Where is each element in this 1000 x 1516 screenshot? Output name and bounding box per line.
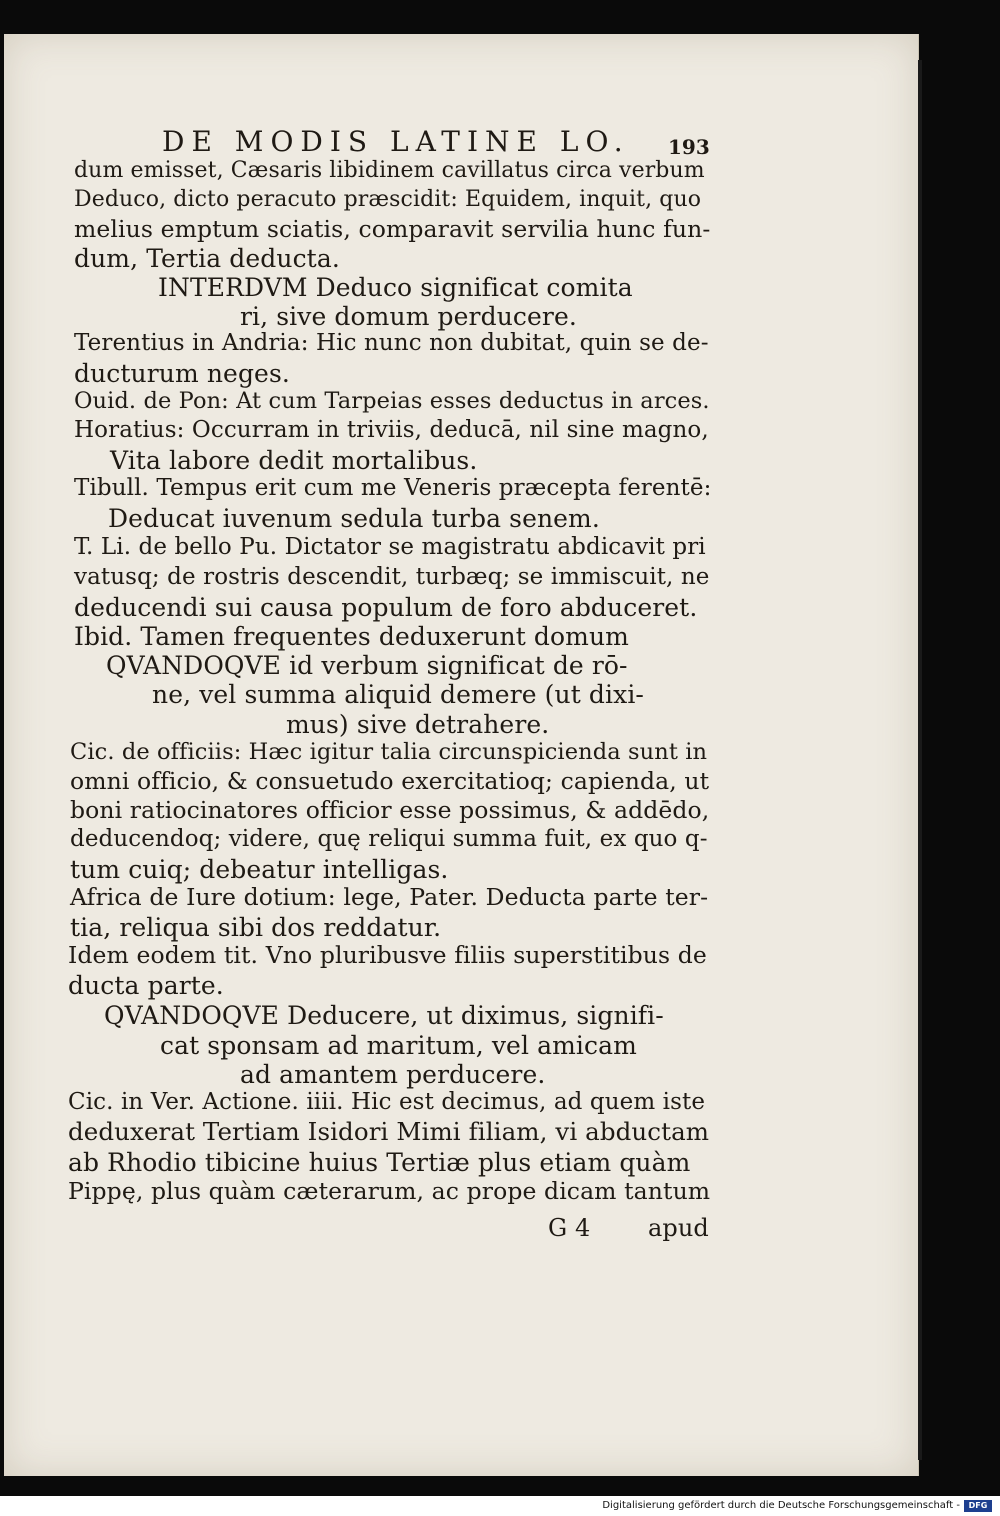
text-line: vatusq; de rostris descendit, turbæq; se immiscuit, ne	[74, 564, 710, 590]
text-line: Pippę, plus quàm cæterarum, ac prope dicam tantum	[68, 1177, 711, 1205]
text-line: Deduco, dicto peracuto præscidit: Equidem, inquit, quo	[74, 187, 702, 212]
page-edge	[918, 60, 922, 1460]
page-number: 193	[668, 135, 710, 159]
text-line: Tibull. Tempus erit cum me Veneris præcepta ferentē:	[74, 475, 712, 501]
text-line: boni ratiocinatores officior esse possimus, & addēdo,	[70, 796, 710, 824]
dfg-logo: DFG	[964, 1500, 992, 1512]
running-title: DE MODIS LATINE LO.	[162, 125, 630, 158]
section-heading: QVANDOQVE id verbum significat de rō-	[106, 651, 628, 680]
text-line: deducendi sui causa populum de foro abduceret.	[74, 593, 698, 622]
verse-line: Deducat iuvenum sedula turba senem.	[108, 504, 600, 533]
text-line: Ibid. Tamen frequentes deduxerunt domum	[74, 622, 629, 651]
text-line: deduxerat Tertiam Isidori Mimi filiam, vi abductam	[68, 1117, 710, 1146]
text-line: Africa de Iure dotium: lege, Pater. Deducta parte ter-	[70, 883, 709, 911]
catchword: apud	[648, 1214, 709, 1242]
section-heading: mus) sive detrahere.	[286, 710, 550, 739]
text-line: ducta parte.	[68, 971, 224, 1000]
section-heading: ne, vel summa aliquid demere (ut dixi-	[152, 680, 644, 709]
text-line: dum, Tertia deducta.	[74, 244, 340, 273]
text-line: Idem eodem tit. Vno pluribusve filiis superstitibus de	[68, 941, 707, 969]
text-line: deducendoq; videre, quę reliqui summa fuit, ex quo q-	[70, 826, 708, 852]
text-line: omni officio, & consuetudo exercitatioq; capienda, ut	[70, 767, 710, 795]
text-line: Ouid. de Pon: At cum Tarpeias esses deductus in arces.	[74, 388, 710, 414]
footer-bar	[0, 1496, 1000, 1516]
text-line: Horatius: Occurram in triviis, deducā, nil sine magno,	[74, 417, 709, 443]
text-line: Cic. de officiis: Hæc igitur talia circunspicienda sunt in	[70, 739, 708, 765]
text-line: ab Rhodio tibicine huius Tertiæ plus etiam quàm	[68, 1148, 691, 1177]
section-heading: ri, sive domum perducere.	[240, 302, 577, 331]
text-line: tia, reliqua sibi dos reddatur.	[70, 913, 442, 942]
text-line: tum cuiq; debeatur intelligas.	[70, 855, 449, 884]
section-heading: cat sponsam ad maritum, vel amicam	[160, 1031, 637, 1060]
text-line: dum emisset, Cæsaris libidinem cavillatus circa verbum	[74, 158, 705, 183]
text-line: T. Li. de bello Pu. Dictator se magistratu abdicavit pri	[74, 534, 706, 560]
text-line: ducturum neges.	[74, 359, 290, 388]
text-line: melius emptum sciatis, comparavit servilia hunc fun-	[74, 215, 711, 243]
text-line: Terentius in Andria: Hic nunc non dubitat, quin se de-	[74, 330, 709, 356]
verse-line: Vita labore dedit mortalibus.	[110, 446, 478, 475]
section-heading: ad amantem perducere.	[240, 1060, 546, 1089]
text-line: Cic. in Ver. Actione. iiii. Hic est decimus, ad quem iste	[68, 1089, 706, 1115]
footer-credit: Digitalisierung gefördert durch die Deutsche Forschungsgemeinschaft -	[602, 1500, 960, 1511]
section-heading: QVANDOQVE Deducere, ut diximus, signifi-	[104, 1001, 664, 1030]
signature-mark: G 4	[548, 1214, 591, 1242]
section-heading: INTERDVM Deduco significat comita	[158, 273, 633, 302]
